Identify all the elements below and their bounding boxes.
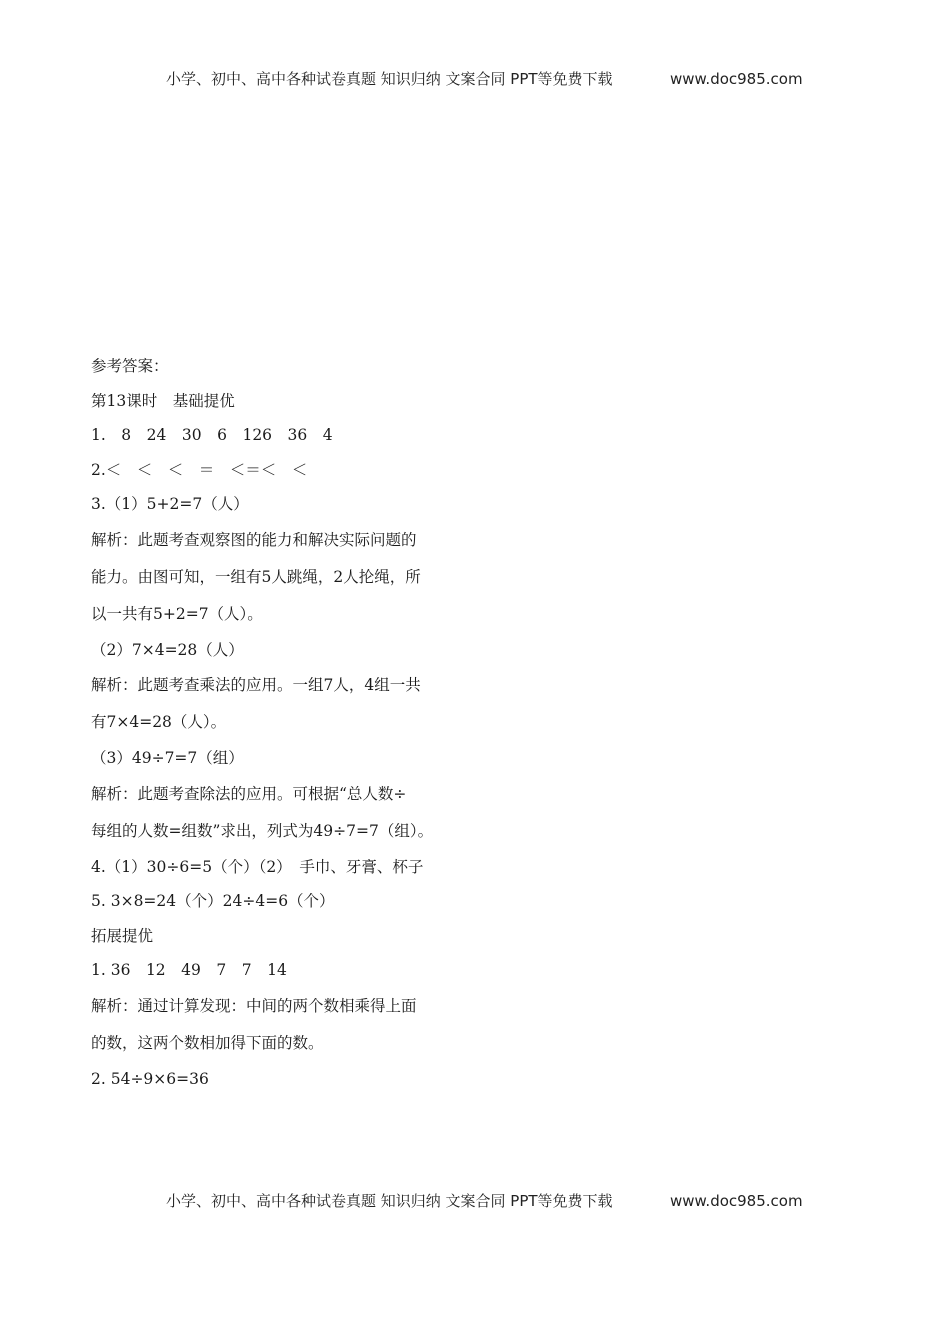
footer-url[interactable]: www.doc985.com [670, 1192, 803, 1210]
answer-line: （3）49÷7=7（组） [91, 749, 244, 767]
explanation-line: 以一共有5+2=7（人）。 [91, 604, 263, 623]
explanation-line: 有7×4=28（人）。 [91, 713, 227, 731]
explanation-line: 能力。由图可知，一组有5人跳绳，2人抡绳，所 [91, 567, 421, 586]
explanation-line: 解析：通过计算发现：中间的两个数相乘得上面 [91, 996, 417, 1015]
answer-line: 2.＜ ＜ ＜ ＝ ＜＝＜ ＜ [91, 460, 308, 479]
answer-heading: 参考答案： [91, 357, 169, 375]
lesson-title: 第13课时 基础提优 [91, 391, 235, 410]
explanation-line: 的数，这两个数相加得下面的数。 [91, 1033, 324, 1052]
answer-line: 3.（1）5+2=7（人） [91, 495, 249, 513]
answer-line: 4.（1）30÷6=5（个）（2） 手巾、牙膏、杯子 [91, 857, 424, 876]
header-text: 小学、初中、高中各种试卷真题 知识归纳 文案合同 PPT等免费下载 [166, 70, 613, 88]
answer-line: 1. 36 12 49 7 7 14 [91, 961, 287, 979]
explanation-line: 解析：此题考查乘法的应用。一组7人，4组一共 [91, 676, 421, 694]
answer-line: 1. 8 24 30 6 126 36 4 [91, 426, 333, 444]
header-url[interactable]: www.doc985.com [670, 70, 803, 88]
answer-line: 5. 3×8=24（个）24÷4=6（个） [91, 892, 335, 910]
footer-text: 小学、初中、高中各种试卷真题 知识归纳 文案合同 PPT等免费下载 [166, 1192, 613, 1210]
answer-content [91, 349, 471, 1096]
answer-line: （2）7×4=28（人） [91, 640, 244, 659]
section-title: 拓展提优 [91, 926, 154, 945]
answer-line: 2. 54÷9×6=36 [91, 1069, 209, 1088]
explanation-line: 解析：此题考查除法的应用。可根据“总人数÷ [91, 784, 407, 803]
explanation-line: 解析：此题考查观察图的能力和解决实际问题的 [91, 530, 417, 549]
explanation-line: 每组的人数=组数”求出，列式为49÷7=7（组）。 [91, 821, 434, 840]
